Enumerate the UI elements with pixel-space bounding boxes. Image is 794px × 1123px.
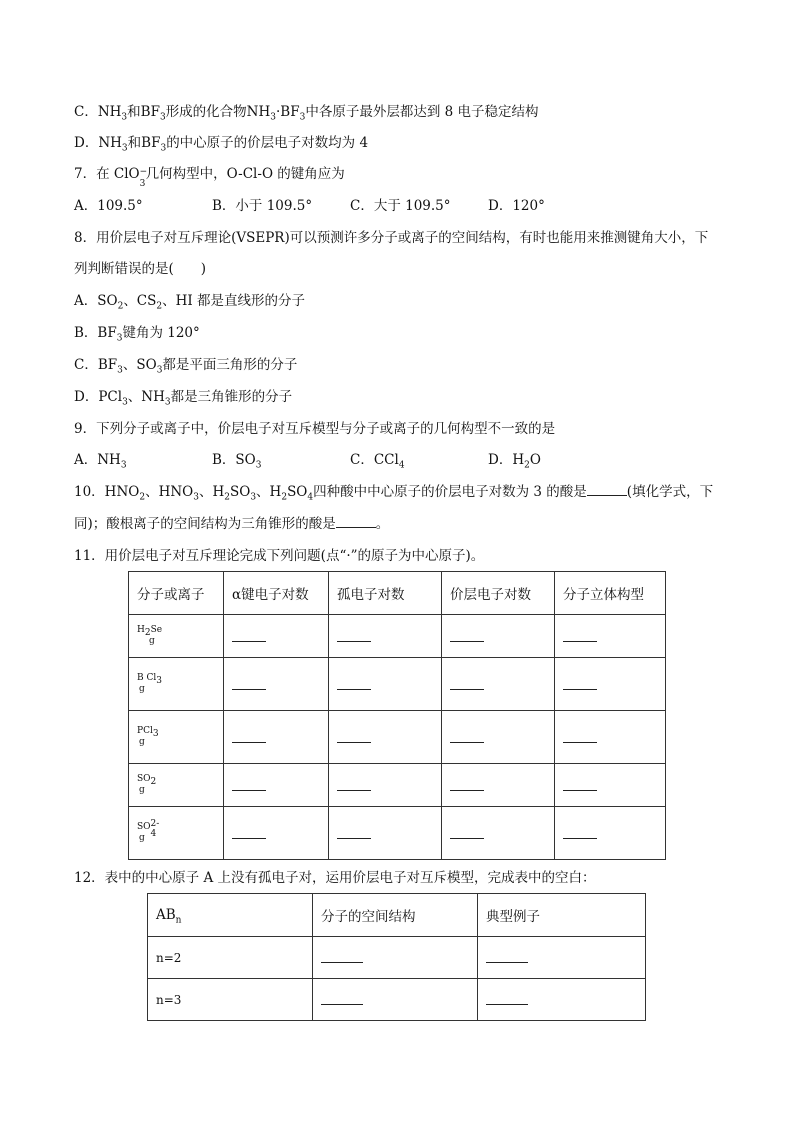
row-label: n=2 — [148, 937, 313, 979]
q11-header-row — [129, 572, 666, 615]
q11-table — [128, 571, 666, 860]
q10-line1: 10．$HNO_2$、$HNO_3$、$H_2SO_3$、$H_2SO_4$四种酸中中心原子的价层电子对数为 3 的酸是 (填化学式，下 — [74, 484, 714, 503]
q8-stem-line1: 8．用价层电子对互斥理论(VSEPR)可以预测许多分子或离子的空间结构，有时也能用来推测键角大小，下 — [74, 230, 709, 246]
q12-table — [147, 893, 646, 1021]
table-row — [129, 711, 666, 764]
q6-option-d: D．$NH_3$和$BF_3$的中心原子的价层电子对数均为 4 — [74, 135, 369, 154]
species-cell: B $Cl_3$ g — [129, 658, 224, 711]
q7-option-c: C．大于 109.5° — [350, 198, 451, 214]
species-cell: SO 2- 4 g — [129, 807, 224, 860]
answer-blank[interactable] — [450, 728, 484, 743]
q11-header-sigma: α键电子对数 — [224, 572, 329, 615]
answer-blank[interactable] — [563, 675, 597, 690]
q10-line2: 同)；酸根离子的空间结构为三角锥形的酸是 。 — [74, 516, 390, 532]
answer-blank[interactable] — [321, 990, 363, 1005]
q11-stem: 11．用价层电子对互斥理论完成下列问题(点“·”的原子为中心原子)。 — [74, 548, 485, 564]
species-cell: PCl$_3$ g — [129, 711, 224, 764]
q12-header-row — [148, 894, 646, 937]
answer-blank[interactable] — [450, 627, 484, 642]
q9-option-c: C．CCl$_4$ — [350, 452, 405, 471]
q10-answer-blank-1[interactable] — [587, 483, 627, 496]
table-row — [148, 937, 646, 979]
answer-blank[interactable] — [232, 675, 266, 690]
q9-option-d: D．$H_2O$ — [488, 452, 541, 471]
q7-options — [74, 196, 545, 216]
q8-option-d: D．PCl$_3$、$NH_3$都是三角锥形的分子 — [74, 389, 293, 408]
table-row — [148, 979, 646, 1021]
answer-blank[interactable] — [337, 776, 371, 791]
q8-stem-line2: 列判断错误的是( ) — [74, 261, 207, 277]
q7-stem: 7．在 ClO − 3 几何构型中，O-Cl-O 的键角应为 — [74, 166, 345, 189]
q7-option-b: B．小于 109.5° — [212, 198, 313, 214]
answer-blank[interactable] — [563, 776, 597, 791]
q12-header-example: 典型例子 — [478, 894, 646, 937]
species-cell: $SO_2$ g — [129, 764, 224, 807]
q8-option-b: B．$BF_3$键角为 120° — [74, 325, 200, 344]
answer-blank[interactable] — [232, 776, 266, 791]
answer-blank[interactable] — [321, 948, 363, 963]
q12-header-structure: 分子的空间结构 — [313, 894, 478, 937]
table-row — [129, 615, 666, 658]
q7-option-a: A．109.5° — [74, 198, 143, 214]
answer-blank[interactable] — [232, 824, 266, 839]
answer-blank[interactable] — [486, 990, 528, 1005]
answer-blank[interactable] — [450, 776, 484, 791]
q9-option-a: A．$NH_3$ — [74, 452, 127, 471]
q9-options — [74, 450, 541, 470]
answer-blank[interactable] — [337, 824, 371, 839]
table-row — [129, 658, 666, 711]
answer-blank[interactable] — [563, 824, 597, 839]
answer-blank[interactable] — [232, 728, 266, 743]
answer-blank[interactable] — [450, 675, 484, 690]
q9-option-b: B．$SO_3$ — [212, 452, 262, 471]
table-row — [129, 807, 666, 860]
q6-option-c: C．$NH_3$和$BF_3$形成的化合物$NH_3\cdot BF_3$中各原子最外层都达到 8 电子稳定结构 — [74, 104, 539, 123]
answer-blank[interactable] — [450, 824, 484, 839]
q11-header-lone: 孤电子对数 — [329, 572, 442, 615]
q8-option-c: C．$BF_3$、$SO_3$都是平面三角形的分子 — [74, 357, 298, 376]
q9-stem: 9．下列分子或离子中，价层电子对互斥模型与分子或离子的几何构型不一致的是 — [74, 421, 556, 437]
species-cell: $H_2Se$ g — [129, 615, 224, 658]
q12-stem: 12．表中的中心原子 A 上没有孤电子对，运用价层电子对互斥模型，完成表中的空白： — [74, 870, 596, 886]
answer-blank[interactable] — [337, 675, 371, 690]
answer-blank[interactable] — [337, 728, 371, 743]
q11-header-valence: 价层电子对数 — [442, 572, 555, 615]
answer-blank[interactable] — [486, 948, 528, 963]
q10-answer-blank-2[interactable] — [336, 515, 376, 528]
table-row — [129, 764, 666, 807]
q7-option-d: D．120° — [488, 198, 545, 214]
q11-header-species: 分子或离子 — [129, 572, 224, 615]
answer-blank[interactable] — [563, 728, 597, 743]
q12-header-formula: $AB_n$ — [148, 894, 313, 937]
q11-header-geometry: 分子立体构型 — [555, 572, 666, 615]
answer-blank[interactable] — [232, 627, 266, 642]
row-label: n=3 — [148, 979, 313, 1021]
answer-blank[interactable] — [563, 627, 597, 642]
answer-blank[interactable] — [337, 627, 371, 642]
q8-option-a: A．$SO_2$、$CS_2$、HI 都是直线形的分子 — [74, 293, 306, 312]
